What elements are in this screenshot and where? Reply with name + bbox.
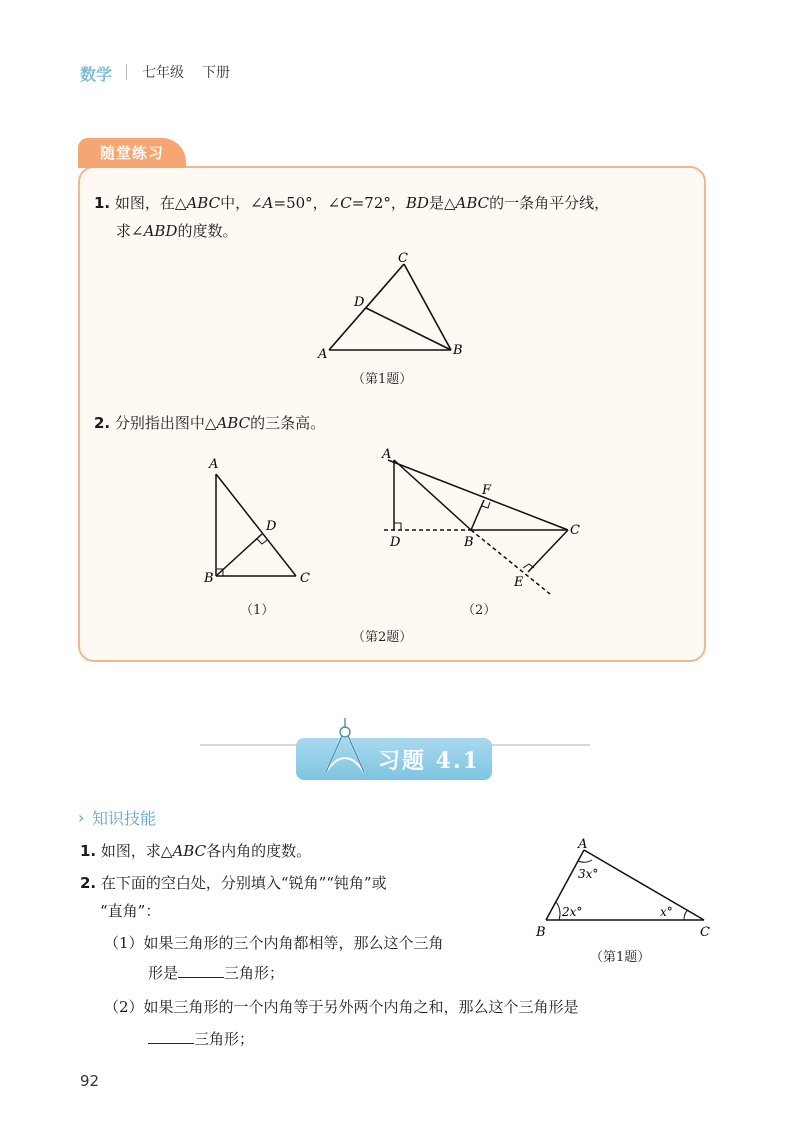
q1-abc: ABC	[186, 194, 221, 212]
exercise-sub-question-2-line2	[148, 1026, 254, 1052]
label-c: C	[700, 925, 710, 940]
angle-label-a: 3x°	[578, 867, 599, 881]
eq2-line2: “直角”：	[100, 902, 161, 920]
q1-a: A	[262, 194, 274, 212]
question-number: 2.	[94, 414, 111, 432]
banner-line-left	[200, 744, 300, 746]
sub-number: （1）	[104, 934, 144, 952]
section-heading: 知识技能	[92, 809, 157, 828]
angle-label-c: x°	[660, 905, 673, 919]
segment-ab	[394, 460, 471, 530]
question-number: 1.	[94, 194, 111, 212]
q2-abc: ABC	[216, 414, 251, 432]
practice-tab: 随堂练习	[78, 138, 186, 168]
label-b: B	[464, 535, 474, 550]
sub-number: （2）	[104, 998, 144, 1016]
compass-icon	[318, 714, 372, 778]
angle-label-b: 2x°	[562, 905, 583, 919]
q1-text: 中，∠	[220, 194, 263, 212]
label-a: A	[209, 457, 219, 472]
q1-text: 如图，在△	[114, 194, 187, 212]
q2-figure-2	[374, 444, 580, 600]
label-c: C	[570, 523, 580, 538]
q1-text: 求∠	[116, 222, 144, 240]
q1-text: 的度数。	[177, 222, 238, 240]
exercise-sub-question-1	[104, 930, 444, 956]
q1-text: 的一条角平分线，	[489, 194, 610, 212]
sub1-text: 三角形；	[224, 964, 285, 982]
eq1-text: 各内角的度数。	[206, 842, 312, 860]
q1-text: 是△	[428, 194, 456, 212]
q1-c: C	[340, 194, 352, 212]
exercise-triangle-figure	[532, 836, 722, 938]
exercise-figure-caption: （第1题）	[590, 950, 651, 965]
label-d: D	[354, 295, 365, 310]
page-number: 92	[80, 1072, 100, 1090]
label-a: A	[382, 447, 392, 462]
answer-blank[interactable]	[148, 1027, 194, 1044]
question-number: 1.	[80, 842, 97, 860]
exercise-sub-question-1-line2	[148, 960, 284, 986]
label-e: E	[514, 575, 524, 590]
q1-abd: ABD	[143, 222, 178, 240]
q2-fig2-caption: （2）	[462, 603, 497, 618]
segment-ac	[584, 850, 704, 920]
header-volume: 下册	[202, 65, 230, 81]
q2-text: 的三条高。	[250, 414, 326, 432]
header-separator	[126, 64, 127, 80]
banner-line-right	[490, 744, 590, 746]
q2-text: 分别指出图中△	[114, 414, 217, 432]
angle-arc-b	[556, 902, 560, 920]
chevron-right-icon: ›	[78, 808, 85, 827]
q1-caption: （第1题）	[352, 372, 413, 387]
q1-text: =72°，	[351, 194, 406, 212]
label-d: D	[390, 535, 401, 550]
label-c: C	[300, 571, 310, 586]
segment-ac	[388, 460, 568, 530]
header-grade: 七年级	[142, 65, 184, 81]
exercise-question-2	[80, 870, 387, 896]
practice-question-2	[94, 410, 325, 436]
practice-question-1-line2	[116, 218, 237, 244]
header-subject: 数学	[80, 65, 113, 84]
angle-arc-a	[578, 860, 592, 862]
right-angle-d	[257, 539, 267, 544]
segment-bf	[471, 500, 484, 530]
q2-figure-1	[196, 456, 326, 588]
eq1-text: 如图，求△	[100, 842, 173, 860]
sub2-text: 三角形；	[194, 1030, 255, 1048]
answer-blank[interactable]	[178, 961, 224, 978]
label-a: A	[318, 347, 328, 362]
exercise-title: 习题 4.1	[378, 748, 480, 774]
exercise-sub-question-2	[104, 994, 579, 1020]
eq2-text: 在下面的空白处，分别填入“锐角”“钝角”或	[100, 874, 387, 892]
q2-fig1-caption: （1）	[240, 603, 275, 618]
eq1-abc: ABC	[172, 842, 207, 860]
label-a: A	[578, 837, 588, 852]
segment-ce	[528, 530, 568, 572]
label-b: B	[453, 343, 463, 358]
exercise-question-1	[80, 838, 311, 864]
question-number: 2.	[80, 874, 97, 892]
label-d: D	[266, 519, 277, 534]
right-angle-d	[394, 523, 401, 530]
practice-question-1	[94, 190, 694, 216]
segment-bc	[404, 264, 451, 350]
segment-bd	[366, 308, 451, 350]
label-b: B	[536, 925, 546, 940]
label-f: F	[482, 483, 492, 498]
q1-text: =50°，∠	[273, 194, 341, 212]
sub2-text: 如果三角形的一个内角等于另外两个内角之和，那么这个三角形是	[143, 998, 579, 1016]
sub1-text: 如果三角形的三个内角都相等，那么这个三角	[143, 934, 444, 952]
q1-triangle-figure	[300, 250, 480, 370]
segment-ac	[216, 474, 296, 576]
segment-ac	[329, 264, 404, 350]
sub1-text: 形是	[148, 964, 179, 982]
angle-arc-c	[684, 910, 688, 920]
q2-caption: （第2题）	[352, 630, 413, 645]
label-c: C	[398, 251, 408, 266]
label-b: B	[204, 571, 214, 586]
q1-abc: ABC	[455, 194, 490, 212]
q1-bd: BD	[405, 194, 429, 212]
